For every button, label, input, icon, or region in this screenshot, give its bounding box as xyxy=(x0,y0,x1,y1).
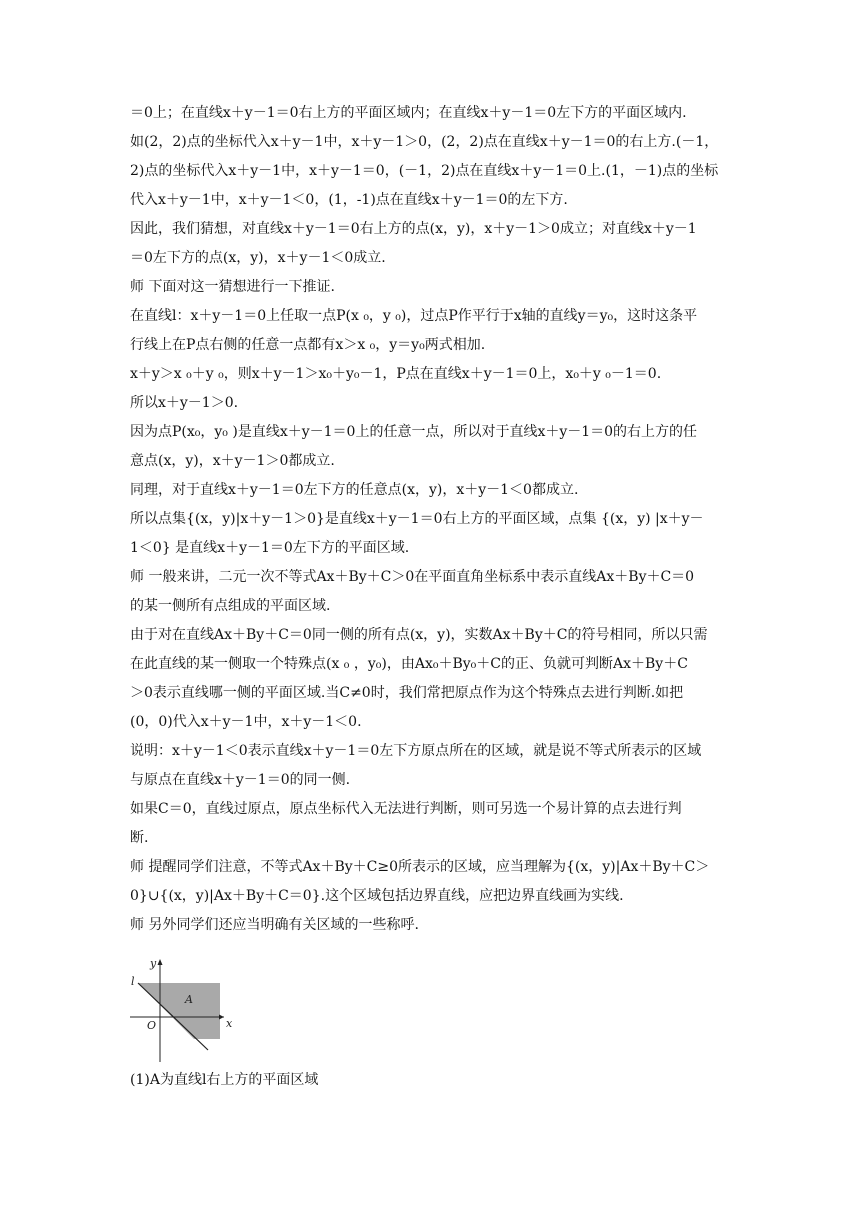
text-line-11: 所以x＋y－1＞0. xyxy=(130,395,239,411)
text-line-4: 代入x＋y－1中，x＋y－1＜0，(1，-1)点在直线x＋y－1＝0的左下方. xyxy=(130,192,568,208)
text-line-13: 意点(x，y)，x＋y－1＞0都成立. xyxy=(130,453,335,469)
text-line-14: 同理，对于直线x＋y－1＝0左下方的任意点(x，y)，x＋y－1＜0都成立. xyxy=(130,482,579,498)
text-line-24: 与原点在直线x＋y－1＝0的同一侧. xyxy=(130,772,351,788)
label-x: x xyxy=(226,1017,233,1030)
text-line-5: 因此，我们猜想，对直线x＋y－1＝0右上方的点(x，y)，x＋y－1＞0成立；对直线x＋y－1 xyxy=(130,221,697,237)
label-region-a: A xyxy=(185,993,193,1006)
label-line-l: l xyxy=(131,975,135,988)
text-line-2: 如(2，2)点的坐标代入x＋y－1中，x＋y－1＞0，(2，2)点在直线x＋y－1＝0的右上方.(－1， xyxy=(130,134,719,150)
text-line-25: 如果C＝0，直线过原点，原点坐标代入无法进行判断，则可另选一个易计算的点去进行判 xyxy=(130,801,682,817)
text-line-27: 师 提醒同学们注意，不等式Ax＋By＋C≥0所表示的区域，应当理解为{(x，y)|Ax＋By＋C＞ xyxy=(130,859,710,875)
text-line-29: 师 另外同学们还应当明确有关区域的一些称呼. xyxy=(130,917,419,933)
text-line-1: ＝0上；在直线x＋y－1＝0右上方的平面区域内；在直线x＋y－1＝0左下方的平面区域内. xyxy=(130,105,687,121)
y-axis-arrow-icon xyxy=(158,959,163,965)
text-line-19: 由于对在直线Ax＋By＋C＝0同一侧的所有点(x，y)，实数Ax＋By＋C的符号相同，所以只需 xyxy=(130,627,708,643)
text-line-22: (0，0)代入x＋y－1中，x＋y－1＜0. xyxy=(130,714,362,730)
text-line-21: ＞0表示直线哪一侧的平面区域.当C≠0时，我们常把原点作为这个特殊点去进行判断.如把 xyxy=(130,685,684,701)
text-line-9: 行线上在P点右侧的任意一点都有x＞x ₀，y＝y₀两式相加. xyxy=(130,337,486,353)
text-line-8: 在直线l：x＋y－1＝0上任取一点P(x ₀，y ₀)，过点P作平行于x轴的直线y＝y₀，这时这条平 xyxy=(130,308,698,324)
text-line-16: 1＜0} 是直线x＋y－1＝0左下方的平面区域. xyxy=(130,540,410,556)
text-line-18: 的某一侧所有点组成的平面区域. xyxy=(130,598,331,614)
label-origin: O xyxy=(147,1019,157,1032)
label-y: y xyxy=(150,957,157,970)
text-line-15: 所以点集{(x，y)|x＋y－1＞0}是直线x＋y－1＝0右上方的平面区域，点集 {(x，y) |x＋y－ xyxy=(130,511,704,527)
text-line-23: 说明：x＋y－1＜0表示直线x＋y－1＝0左下方原点所在的区域，就是说不等式所表示的区域 xyxy=(130,743,702,759)
text-line-7: 师 下面对这一猜想进行一下推证. xyxy=(130,279,335,295)
text-line-3: 2)点的坐标代入x＋y－1中，x＋y－1＝0，(－1，2)点在直线x＋y－1＝0上.(1，－1)点的坐标 xyxy=(130,163,719,179)
x-axis-arrow-icon xyxy=(219,1015,224,1020)
text-line-12: 因为点P(x₀，y₀ )是直线x＋y－1＝0上的任意一点，所以对于直线x＋y－1＝0的右上方的任 xyxy=(130,424,698,440)
text-line-10: x＋y＞x ₀＋y ₀，则x＋y－1＞x₀＋y₀－1，P点在直线x＋y－1＝0上，x₀＋y ₀－1＝0. xyxy=(130,366,662,382)
text-line-28: 0}∪{(x，y)|Ax＋By＋C＝0}.这个区域包括边界直线，应把边界直线画为实线. xyxy=(130,888,624,904)
region-figure xyxy=(128,955,238,1065)
text-line-17: 师 一般来讲，二元一次不等式Ax＋By＋C＞0在平面直角坐标系中表示直线Ax＋By＋C＝0 xyxy=(130,569,695,585)
text-line-26: 断. xyxy=(130,830,149,846)
text-line-20: 在此直线的某一侧取一个特殊点(x ₀ ，y₀)，由Ax₀＋By₀＋C的正、负就可判断Ax＋By＋C xyxy=(130,656,688,672)
figure-caption: (1)A为直线l右上方的平面区域 xyxy=(130,1072,319,1088)
text-line-6: ＝0左下方的点(x，y)，x＋y－1＜0成立. xyxy=(130,250,386,266)
